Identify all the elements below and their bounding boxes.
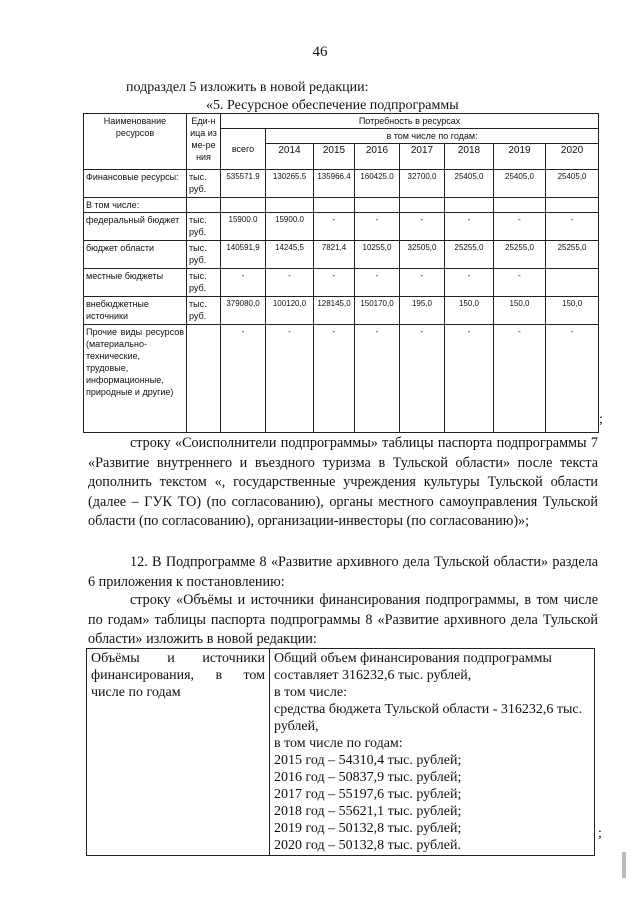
cell-value: - (494, 269, 546, 297)
cell-value: - (445, 213, 494, 241)
cell-value: - (221, 269, 266, 297)
cell-value: 379080,0 (221, 297, 266, 325)
row-name: федеральный бюджет (84, 213, 187, 241)
cell-value: 195,0 (400, 297, 445, 325)
cell-value: - (355, 325, 400, 433)
row-name: местные бюджеты (84, 269, 187, 297)
year-cell: 2019 (494, 144, 546, 170)
cell-value: - (314, 269, 355, 297)
funding-table (86, 648, 595, 856)
row-unit: тыс. руб. (187, 241, 221, 269)
resource-table (83, 113, 599, 433)
cell-value: - (494, 325, 546, 433)
scan-edge-mark (622, 852, 626, 878)
cell-value: 25405,0 (445, 170, 494, 198)
cell-value: 150,0 (494, 297, 546, 325)
cell-value: - (494, 213, 546, 241)
cell-value: - (355, 269, 400, 297)
funding-closing-mark: ; (598, 826, 602, 841)
cell-value: - (445, 269, 494, 297)
cell-value: 100120,0 (266, 297, 314, 325)
cell-value: - (445, 325, 494, 433)
header-by-years: в том числе по годам: (266, 129, 599, 144)
cell-value: 10255,0 (355, 241, 400, 269)
funding-line: в том числе по годам: (274, 736, 403, 751)
year-cell: 2018 (445, 144, 494, 170)
cell-value: - (266, 325, 314, 433)
funding-line: 2015 год – 54310,4 тыс. рублей; (274, 753, 462, 768)
funding-line: 2018 год – 55621,1 тыс. рублей; (274, 804, 462, 819)
cell-value: 25255,0 (494, 241, 546, 269)
cell-value: 130265.5 (266, 170, 314, 198)
cell-value: - (546, 325, 599, 433)
funding-line: 2016 год – 50837,9 тыс. рублей; (274, 770, 462, 785)
table-row (84, 325, 599, 433)
cell-value: - (546, 213, 599, 241)
cell-value: 140591,9 (221, 241, 266, 269)
funding-label: Объёмы и источники финансирования, в том числе по годам (87, 649, 270, 856)
row-name: внебюджетные источники (84, 297, 187, 325)
paragraph-funding-row: строку «Объёмы и источники финансирования подпрограммы, в том числе по годам» таблицы паспорта подпрограммы 8 «Развитие архивного дела Тульской области» изложить в новой редакции: (88, 592, 598, 648)
table-row (84, 297, 599, 325)
funding-line: в том числе: (274, 685, 347, 700)
paragraph-coexecutors: строку «Соисполнители подпрограммы» таблицы паспорта подпрограммы 7 «Развитие внутреннего и въездного туризма в Тульской области» после текста дополнить текстом «, государственные учреждения культуры Тульской области (далее – ГУК ТО) (по согласованию), органы местного самоуправления Тульской области (по согласованию), организации-инвесторы (по согласованию)»; (88, 435, 598, 530)
table-row (84, 241, 599, 269)
table-header-row (84, 114, 599, 129)
cell-value: - (314, 213, 355, 241)
cell-value: - (221, 325, 266, 433)
cell-value: 128145,0 (314, 297, 355, 325)
header-need: Потребность в ресурсах (221, 114, 599, 129)
table-closing-mark: ; (599, 412, 603, 427)
row-name: бюджет области (84, 241, 187, 269)
cell-value: - (266, 269, 314, 297)
section-subtitle: «5. Ресурсное обеспечение подпрограммы (206, 98, 459, 113)
header-total: всего (221, 129, 266, 170)
funding-line: 2019 год – 50132,8 тыс. рублей; (274, 821, 462, 836)
year-cell: 2020 (546, 144, 599, 170)
funding-line: средства бюджета Тульской области - 316232,6 тыс. рублей, (274, 702, 583, 734)
table-row (84, 213, 599, 241)
cell-value (546, 269, 599, 297)
cell-value: 7821,4 (314, 241, 355, 269)
row-unit: тыс. руб. (187, 297, 221, 325)
cell-value: - (355, 213, 400, 241)
funding-line: 2017 год – 55197,6 тыс. рублей; (274, 787, 462, 802)
row-unit: тыс. руб. (187, 170, 221, 198)
row-unit: тыс. руб. (187, 269, 221, 297)
cell-value: - (400, 213, 445, 241)
row-name: Прочие виды ресурсов (материально-технические, трудовые, информационные, природные и другие) (84, 325, 187, 433)
cell-value: 160425.0 (355, 170, 400, 198)
page-number: 46 (312, 44, 328, 60)
cell-value: 535571.9 (221, 170, 266, 198)
header-name: Наименование ресурсов (84, 114, 187, 170)
cell-value: 25405,0 (546, 170, 599, 198)
cell-value: 135966.4 (314, 170, 355, 198)
cell-value: - (400, 325, 445, 433)
funding-line: Общий объем финансирования подпрограммы составляет 316232,6 тыс. рублей, (274, 651, 552, 683)
paragraph-item-12: 12. В Подпрограмме 8 «Развитие архивного дела Тульской области» раздела 6 приложения к постановлению: (88, 554, 598, 590)
row-name: В том числе: (84, 198, 187, 213)
cell-value: 25255,0 (445, 241, 494, 269)
header-unit: Еди-ница изме-рения (187, 114, 221, 170)
cell-value: 32700,0 (400, 170, 445, 198)
cell-value: 14245,5 (266, 241, 314, 269)
cell-value: 15900.0 (221, 213, 266, 241)
table-row (84, 198, 599, 213)
row-name: Финансовые ресурсы: (84, 170, 187, 198)
cell-value: 150,0 (445, 297, 494, 325)
year-cell: 2017 (400, 144, 445, 170)
intro-line: подраздел 5 изложить в новой редакции: (126, 80, 369, 95)
cell-value: 150170,0 (355, 297, 400, 325)
cell-value: - (400, 269, 445, 297)
table-row (87, 649, 595, 856)
cell-value: 150,0 (546, 297, 599, 325)
year-cell: 2015 (314, 144, 355, 170)
funding-line: 2020 год – 50132,8 тыс. рублей. (274, 838, 461, 853)
row-unit: тыс. руб. (187, 213, 221, 241)
cell-value: 32505,0 (400, 241, 445, 269)
table-row (84, 269, 599, 297)
row-unit (187, 325, 221, 433)
cell-value: - (314, 325, 355, 433)
funding-details (270, 649, 595, 856)
year-cell: 2016 (355, 144, 400, 170)
cell-value: 15900.0 (266, 213, 314, 241)
cell-value: 25405,0 (494, 170, 546, 198)
year-cell: 2014 (266, 144, 314, 170)
table-row (84, 170, 599, 198)
cell-value: 25255,0 (546, 241, 599, 269)
